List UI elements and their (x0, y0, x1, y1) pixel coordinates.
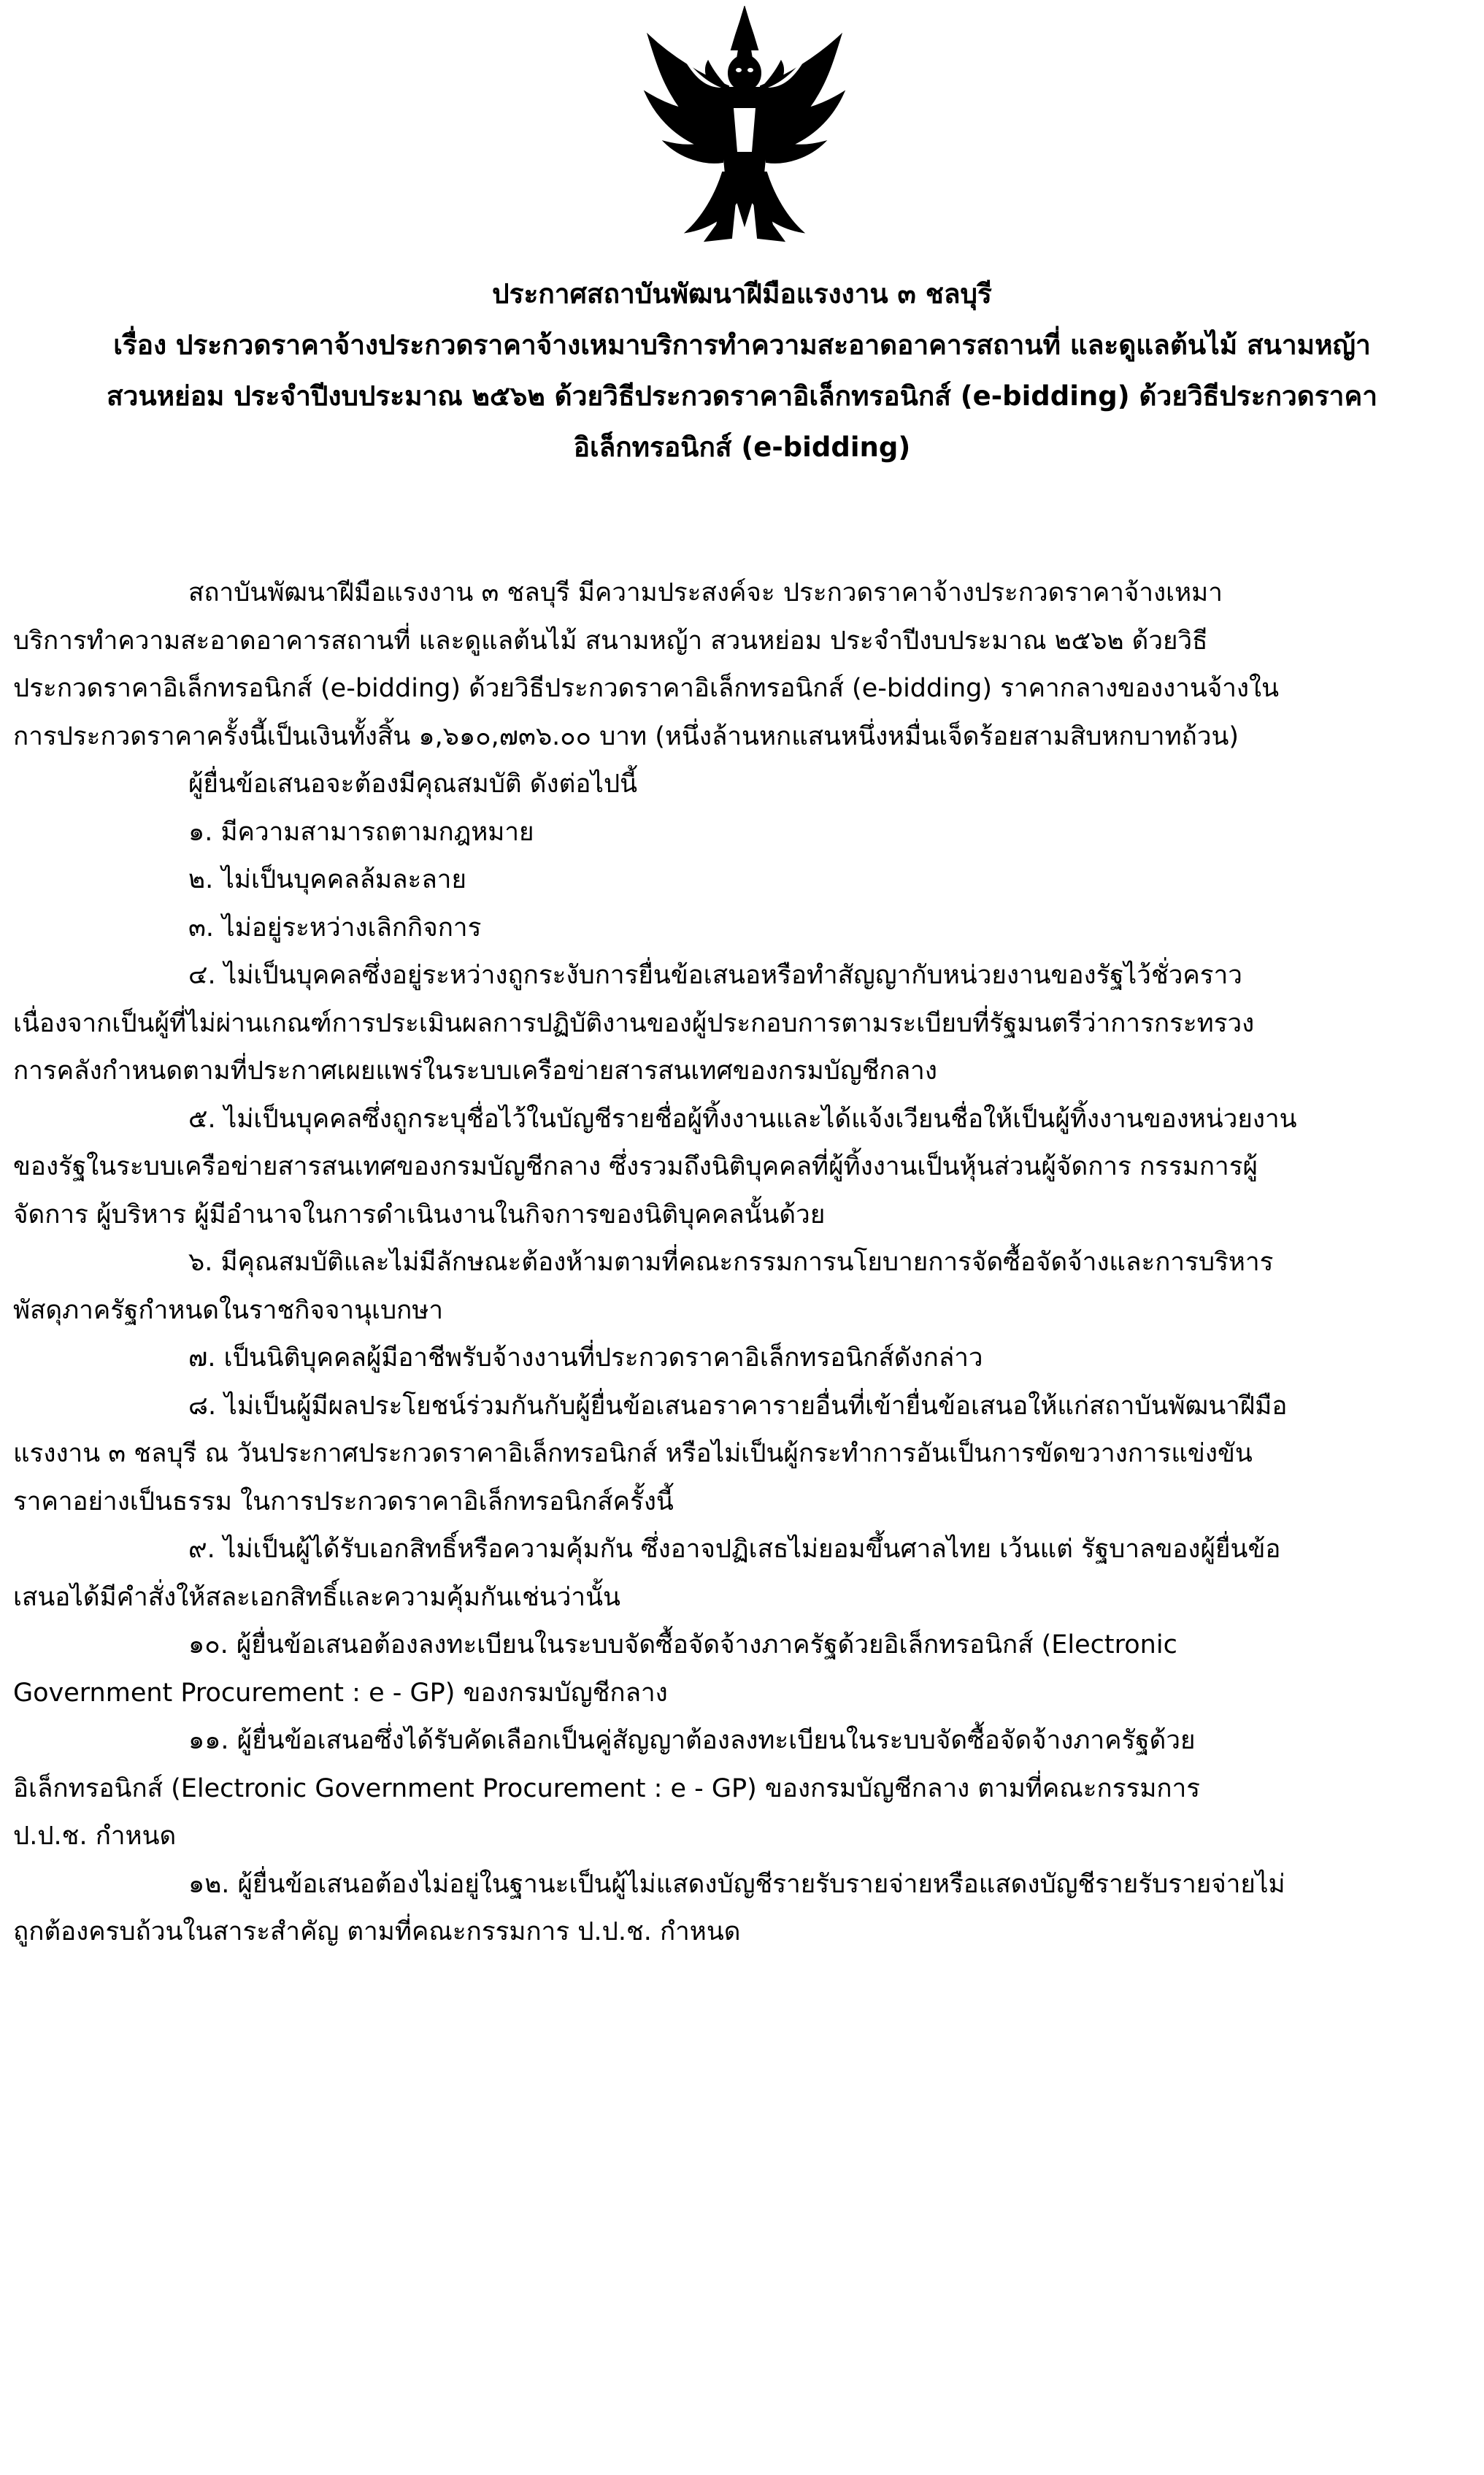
announcement-body (13, 569, 1469, 1957)
qualification-item-1: ๑. มีความสามารถตามกฎหมาย (188, 817, 534, 847)
qualification-item-4: ๔. ไม่เป็นบุคคลซึ่งอยู่ระหว่างถูกระงับการยื่นข้อเสนอหรือทำสัญญากับหน่วยงานของรัฐไว้ชั่วคราว เนื่องจากเป็นผู้ที่ไม่ผ่านเกณฑ์การประเมินผลการปฏิบัติงานของผู้ประกอบการตามระเบียบที่รัฐมนตรีว่าการกระทรวง การคลังกำหนดตามที่ประกาศเผยแพร่ในระบบเครือข่ายสารสนเทศของกรมบัญชีกลาง (13, 961, 1255, 1086)
title-line-1: ประกาศสถาบันพัฒนาฝีมือแรงงาน ๓ ชลบุรี (492, 278, 992, 310)
qualification-item-6: ๖. มีคุณสมบัติและไม่มีลักษณะต้องห้ามตามที่คณะกรรมการนโยบายการจัดซื้อจัดจ้างและการบริหาร พัสดุภาครัฐกำหนดในราชกิจจานุเบกษา (13, 1248, 1274, 1325)
title-line-2: เรื่อง ประกวดราคาจ้างประกวดราคาจ้างเหมาบริการทำความสะอาดอาคารสถานที่ และดูแลต้นไม้ สนามหญ้า (113, 329, 1371, 361)
qualification-item-11: ๑๑. ผู้ยื่นข้อเสนอซึ่งได้รับคัดเลือกเป็นคู่สัญญาต้องลงทะเบียนในระบบจัดซื้อจัดจ้างภาครัฐด้วย อิเล็กทรอนิกส์ (Electronic Government Procurement : e - GP) ของกรมบัญชีกลาง ตามที่คณะกรรมการ ป.ป.ช. กำหนด (13, 1726, 1201, 1851)
announcement-title (0, 269, 1484, 473)
title-line-3: สวนหย่อม ประจำปีงบประมาณ ๒๕๖๒ ด้วยวิธีประกวดราคาอิเล็กทรอนิกส์ (e-bidding) ด้วยวิธีประกวดราคา (106, 380, 1377, 412)
garuda-emblem-icon (635, 6, 854, 250)
title-line-4: อิเล็กทรอนิกส์ (e-bidding) (573, 431, 911, 463)
qualification-item-7: ๗. เป็นนิติบุคคลผู้มีอาชีพรับจ้างงานที่ประกวดราคาอิเล็กทรอนิกส์ดังกล่าว (188, 1343, 983, 1373)
qualification-item-8: ๘. ไม่เป็นผู้มีผลประโยชน์ร่วมกันกับผู้ยื่นข้อเสนอราคารายอื่นที่เข้ายื่นข้อเสนอให้แก่สถาบันพัฒนาฝีมือ แรงงาน ๓ ชลบุรี ณ วันประกาศประกวดราคาอิเล็กทรอนิกส์ หรือไม่เป็นผู้กระทำการอันเป็นการขัดขวางการแข่งขัน ราคาอย่างเป็นธรรม ในการประกวดราคาอิเล็กทรอนิกส์ครั้งนี้ (13, 1391, 1288, 1516)
intro-line: สถาบันพัฒนาฝีมือแรงงาน ๓ ชลบุรี มีความประสงค์จะ ประกวดราคาจ้างประกวดราคาจ้างเหมา (188, 578, 1223, 607)
qualification-item-10: ๑๐. ผู้ยื่นข้อเสนอต้องลงทะเบียนในระบบจัดซื้อจัดจ้างภาครัฐด้วยอิเล็กทรอนิกส์ (Electronic Government Procurement : e - GP) ของกรมบัญชีกลาง (13, 1630, 1177, 1708)
intro-line: บริการทำความสะอาดอาคารสถานที่ และดูแลต้นไม้ สนามหญ้า สวนหย่อม ประจำปีงบประมาณ ๒๕๖๒ ด้วยวิธี (13, 626, 1208, 656)
intro-line: ประกวดราคาอิเล็กทรอนิกส์ (e-bidding) ด้วยวิธีประกวดราคาอิเล็กทรอนิกส์ (e-bidding) ราคากลางของงานจ้างใน (13, 674, 1280, 703)
qualification-item-2: ๒. ไม่เป็นบุคคลล้มละลาย (188, 865, 466, 894)
qualification-item-5: ๕. ไม่เป็นบุคคลซึ่งถูกระบุชื่อไว้ในบัญชีรายชื่อผู้ทิ้งงานและได้แจ้งเวียนชื่อให้เป็นผู้ทิ้งงานของหน่วยงาน ของรัฐในระบบเครือข่ายสารสนเทศของกรมบัญชีกลาง ซึ่งรวมถึงนิติบุคคลที่ผู้ทิ้งงานเป็นหุ้นส่วนผู้จัดการ กรรมการผู้ จัดการ ผู้บริหาร ผู้มีอำนาจในการดำเนินงานในกิจการของนิติบุคคลนั้นด้วย (13, 1104, 1297, 1229)
qualification-heading: ผู้ยื่นข้อเสนอจะต้องมีคุณสมบัติ ดังต่อไปนี้ (188, 770, 638, 799)
qualification-item-9: ๙. ไม่เป็นผู้ได้รับเอกสิทธิ์หรือความคุ้มกัน ซึ่งอาจปฏิเสธไม่ยอมขึ้นศาลไทย เว้นแต่ รัฐบาลของผู้ยื่นข้อ เสนอได้มีคำสั่งให้สละเอกสิทธิ์และความคุ้มกันเช่นว่านั้น (13, 1535, 1281, 1612)
qualification-item-12: ๑๒. ผู้ยื่นข้อเสนอต้องไม่อยู่ในฐานะเป็นผู้ไม่แสดงบัญชีรายรับรายจ่ายหรือแสดงบัญชีรายรับรายจ่ายไม่ ถูกต้องครบถ้วนในสาระสำคัญ ตามที่คณะกรรมการ ป.ป.ช. กำหนด (13, 1869, 1285, 1946)
qualification-item-3: ๓. ไม่อยู่ระหว่างเลิกกิจการ (188, 913, 482, 943)
intro-paragraph (13, 569, 1469, 761)
intro-line: การประกวดราคาครั้งนี้เป็นเงินทั้งสิ้น ๑,๖๑๐,๗๓๖.๐๐ บาท (หนึ่งล้านหกแสนหนึ่งหมื่นเจ็ดร้อยสามสิบหกบาทถ้วน) (13, 721, 1239, 751)
